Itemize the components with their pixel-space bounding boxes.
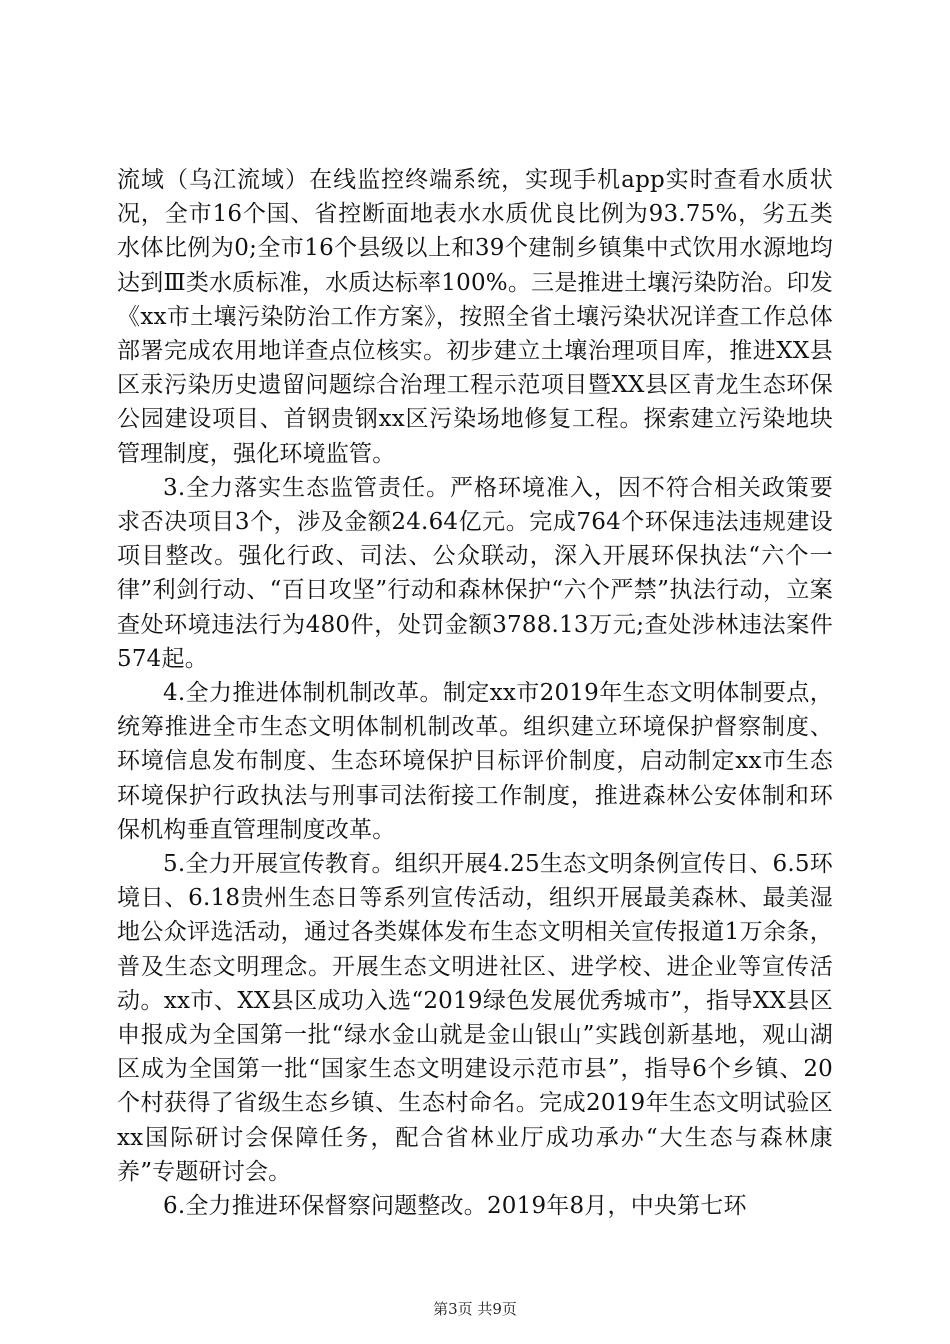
paragraph-publicity-education: 5.全力开展宣传教育。组织开展4.25生态文明条例宣传日、6.5环境日、6.18贵州生态日等系列宣传活动，组织开展最美森林、最美湿地公众评选活动，通过各类媒体发布生态文明相关宣传报道1万余条，普及生态文明理念。开展生态文明进社区、进学校、进企业等宣传活动。xx市、XX县区成功入选“2019绿色发展优秀城市”，指导XX县区申报成为全国第一批“绿水金山就是金山银山”实践创新基地，观山湖区成为全国第一批“国家生态文明建设示范市县”，指导6个乡镇、20个村获得了省级生态乡镇、生态村命名。完成2019年生态文明试验区xx国际研讨会保障任务，配合省林业厅成功承办“大生态与森林康养”专题研讨会。 [117,851,833,1185]
paragraph-system-reform: 4.全力推进体制机制改革。制定xx市2019年生态文明体制要点，统筹推进全市生态文明体制机制改革。组织建立环境保护督察制度、环境信息发布制度、生态环境保护目标评价制度，启动制定xx市生态环境保护行政执法与刑事司法衔接工作制度，推进森林公安体制和环保机构垂直管理制度改革。 [117,680,833,843]
document-body [117,163,833,1223]
paragraph-water-soil: 流域（乌江流域）在线监控终端系统，实现手机app实时查看水质状况，全市16个国、省控断面地表水水质优良比例为93.75%，劣五类水体比例为0;全市16个县级以上和39个建制乡镇集中式饮用水源地均达到Ⅲ类水质标准，水质达标率100%。三是推进土壤污染防治。印发《xx市土壤污染防治工作方案》，按照全省土壤污染状况详查工作总体部署完成农用地详查点位核实。初步建立土壤治理项目库，推进XX县区汞污染历史遗留问题综合治理工程示范项目暨XX县区青龙生态环保公园建设项目、首钢贵钢xx区污染场地修复工程。探索建立污染地块管理制度，强化环境监管。 [117,167,833,467]
paragraph-inspection-rectification: 6.全力推进环保督察问题整改。2019年8月，中央第七环 [163,1193,747,1220]
paragraph-ecological-supervision: 3.全力落实生态监管责任。严格环境准入，因不符合相关政策要求否决项目3个，涉及金额24.64亿元。完成764个环保违法违规建设项目整改。强化行政、司法、公众联动，深入开展环保执法“六个一律”利剑行动、“百日攻坚”行动和森林保护“六个严禁”执法行动，立案查处环境违法行为480件，处罚金额3788.13万元;查处涉林违法案件574起。 [117,474,833,672]
page-number-footer: 第3页 共9页 [433,1300,517,1318]
